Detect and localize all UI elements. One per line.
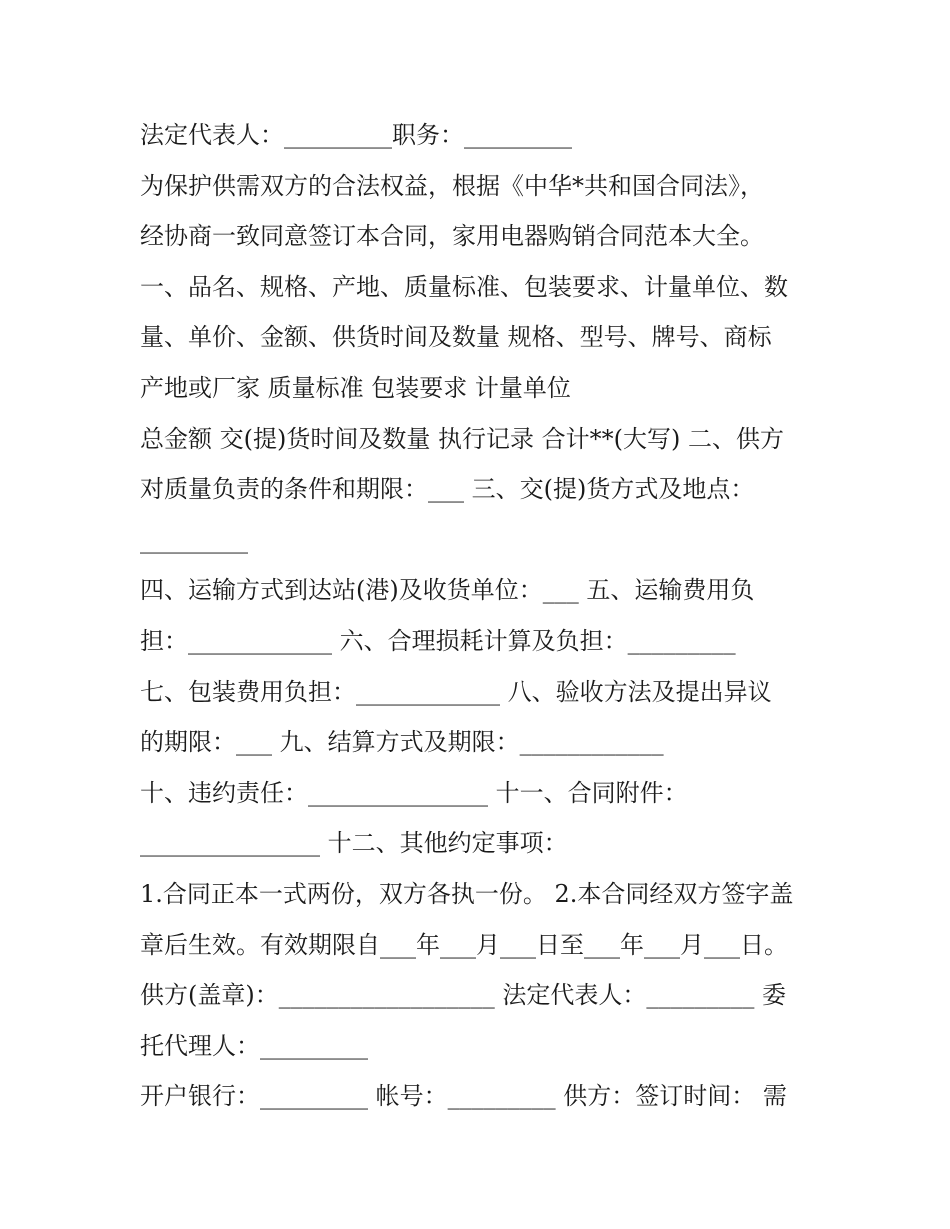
text-line: 托代理人：_________ [140, 1031, 368, 1060]
text-line: 的期限：___ 九、结算方式及期限：____________ [140, 728, 664, 757]
text-line: 担：____________ 六、合理损耗计算及负担：_________ [140, 626, 736, 655]
text-line: 章后生效。有效期限自___年___月___日至___年___月___日。 [140, 930, 788, 959]
text-line: 开户银行：_________ 帐号：_________ 供方：签订时间： 需 [140, 1082, 787, 1111]
text-line: _________ [140, 525, 248, 554]
text-line: 产地或厂家 质量标准 包装要求 计量单位 [140, 373, 571, 402]
text-line: 一、品名、规格、产地、质量标准、包装要求、计量单位、数 [140, 272, 788, 301]
text-line: 对质量负责的条件和期限：___ 三、交(提)货方式及地点： [140, 475, 755, 504]
text-line: 供方(盖章)：__________________ 法定代表人：_________ 委 [140, 981, 786, 1010]
text-line: 总金额 交(提)货时间及数量 执行记录 合计**(大写) 二、供方 [140, 424, 784, 453]
text-line: 法定代表人：_________职务：_________ [140, 121, 572, 149]
text-line: 十、违约责任：_______________ 十一、合同附件： [140, 778, 688, 807]
text-line: 七、包装费用负担：____________ 八、验收方法及提出异议 [140, 677, 772, 706]
text-line: 经协商一致同意签订本合同，家用电器购销合同范本大全。 [140, 222, 764, 251]
text-line: 为保护供需双方的合法权益，根据《中华*共和国合同法》， [140, 171, 764, 200]
text-line: 四、运输方式到达站(港)及收货单位：___ 五、运输费用负 [140, 576, 755, 605]
text-line: 1.合同正本一式两份，双方各执一份。 2.本合同经双方签字盖 [140, 879, 794, 908]
contract-text [140, 110, 820, 1122]
text-line: _______________ 十二、其他约定事项： [140, 829, 568, 858]
text-line: 量、单价、金额、供货时间及数量 规格、型号、牌号、商标 [140, 323, 772, 352]
